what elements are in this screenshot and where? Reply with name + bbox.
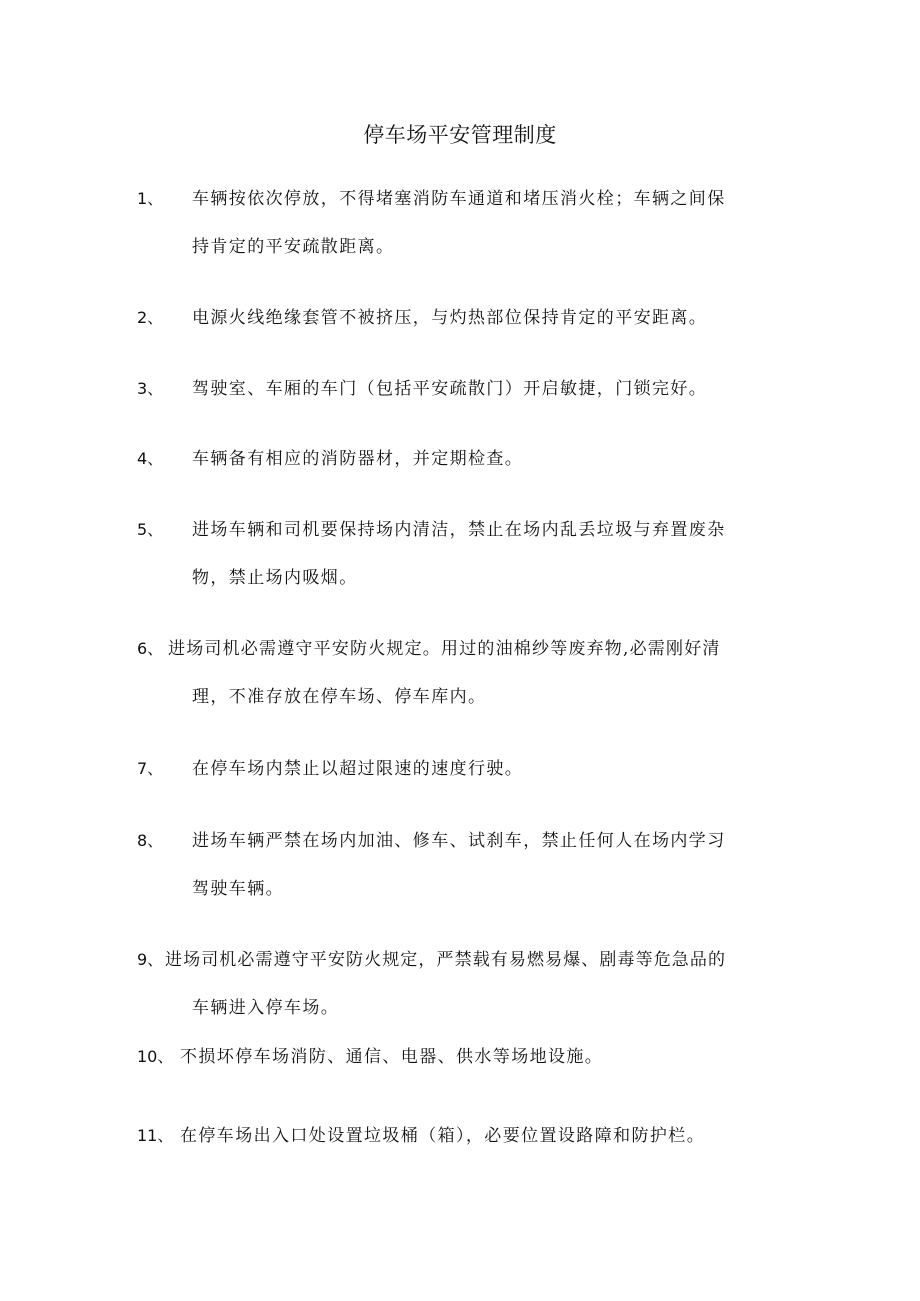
rule-text-line: 车辆按依次停放，不得堵塞消防车通道和堵压消火栓；车辆之间保 — [192, 189, 726, 209]
rule-number: 11、 — [137, 1126, 174, 1145]
rule-text-line: 电源火线绝缘套管不被挤压，与灼热部位保持肯定的平安距离。 — [192, 308, 708, 328]
rule-number: 1、 — [137, 189, 164, 208]
rule-number: 9、 — [137, 950, 164, 969]
rule-number: 2、 — [137, 308, 164, 327]
rule-text-line: 持肯定的平安疏散距离。 — [192, 237, 395, 257]
rule-text-line: 在停车场内禁止以超过限速的速度行驶。 — [192, 759, 524, 779]
page-title: 停车场平安管理制度 — [363, 123, 557, 147]
rule-text-line: 进场车辆和司机要保持场内清洁，禁止在场内乱丢垃圾与弃置废杂 — [192, 520, 726, 540]
rule-text-line: 进场司机必需遵守平安防火规定，严禁载有易燃易爆、剧毒等危急品的 — [165, 950, 727, 970]
rule-text-line: 理，不准存放在停车场、停车库内。 — [192, 687, 487, 707]
rule-text-line: 进场司机必需遵守平安防火规定。用过的油棉纱等废弃物,必需刚好清 — [168, 639, 721, 659]
rule-text-line: 物，禁止场内吸烟。 — [192, 568, 358, 588]
rule-number: 4、 — [137, 449, 164, 468]
rule-text-line: 进场车辆严禁在场内加油、修车、试刹车，禁止任何人在场内学习 — [192, 831, 726, 851]
rule-number: 10、 — [137, 1047, 174, 1066]
rule-text-line: 车辆进入停车场。 — [192, 998, 340, 1018]
rule-text-line: 不损坏停车场消防、通信、电器、供水等场地设施。 — [180, 1047, 604, 1067]
rule-number: 3、 — [137, 379, 164, 398]
rule-number: 7、 — [137, 759, 164, 778]
rule-text-line: 驾驶车辆。 — [192, 879, 284, 899]
rule-text-line: 驾驶室、车厢的车门（包括平安疏散门）开启敏捷，门锁完好。 — [192, 379, 708, 399]
rule-text-line: 车辆备有相应的消防器材，并定期检查。 — [192, 449, 524, 469]
rule-text-line: 在停车场出入口处设置垃圾桶（箱），必要位置设路障和防护栏。 — [180, 1126, 706, 1146]
rule-number: 5、 — [137, 520, 164, 539]
rule-number: 8、 — [137, 831, 164, 850]
rule-number: 6、 — [137, 639, 164, 658]
